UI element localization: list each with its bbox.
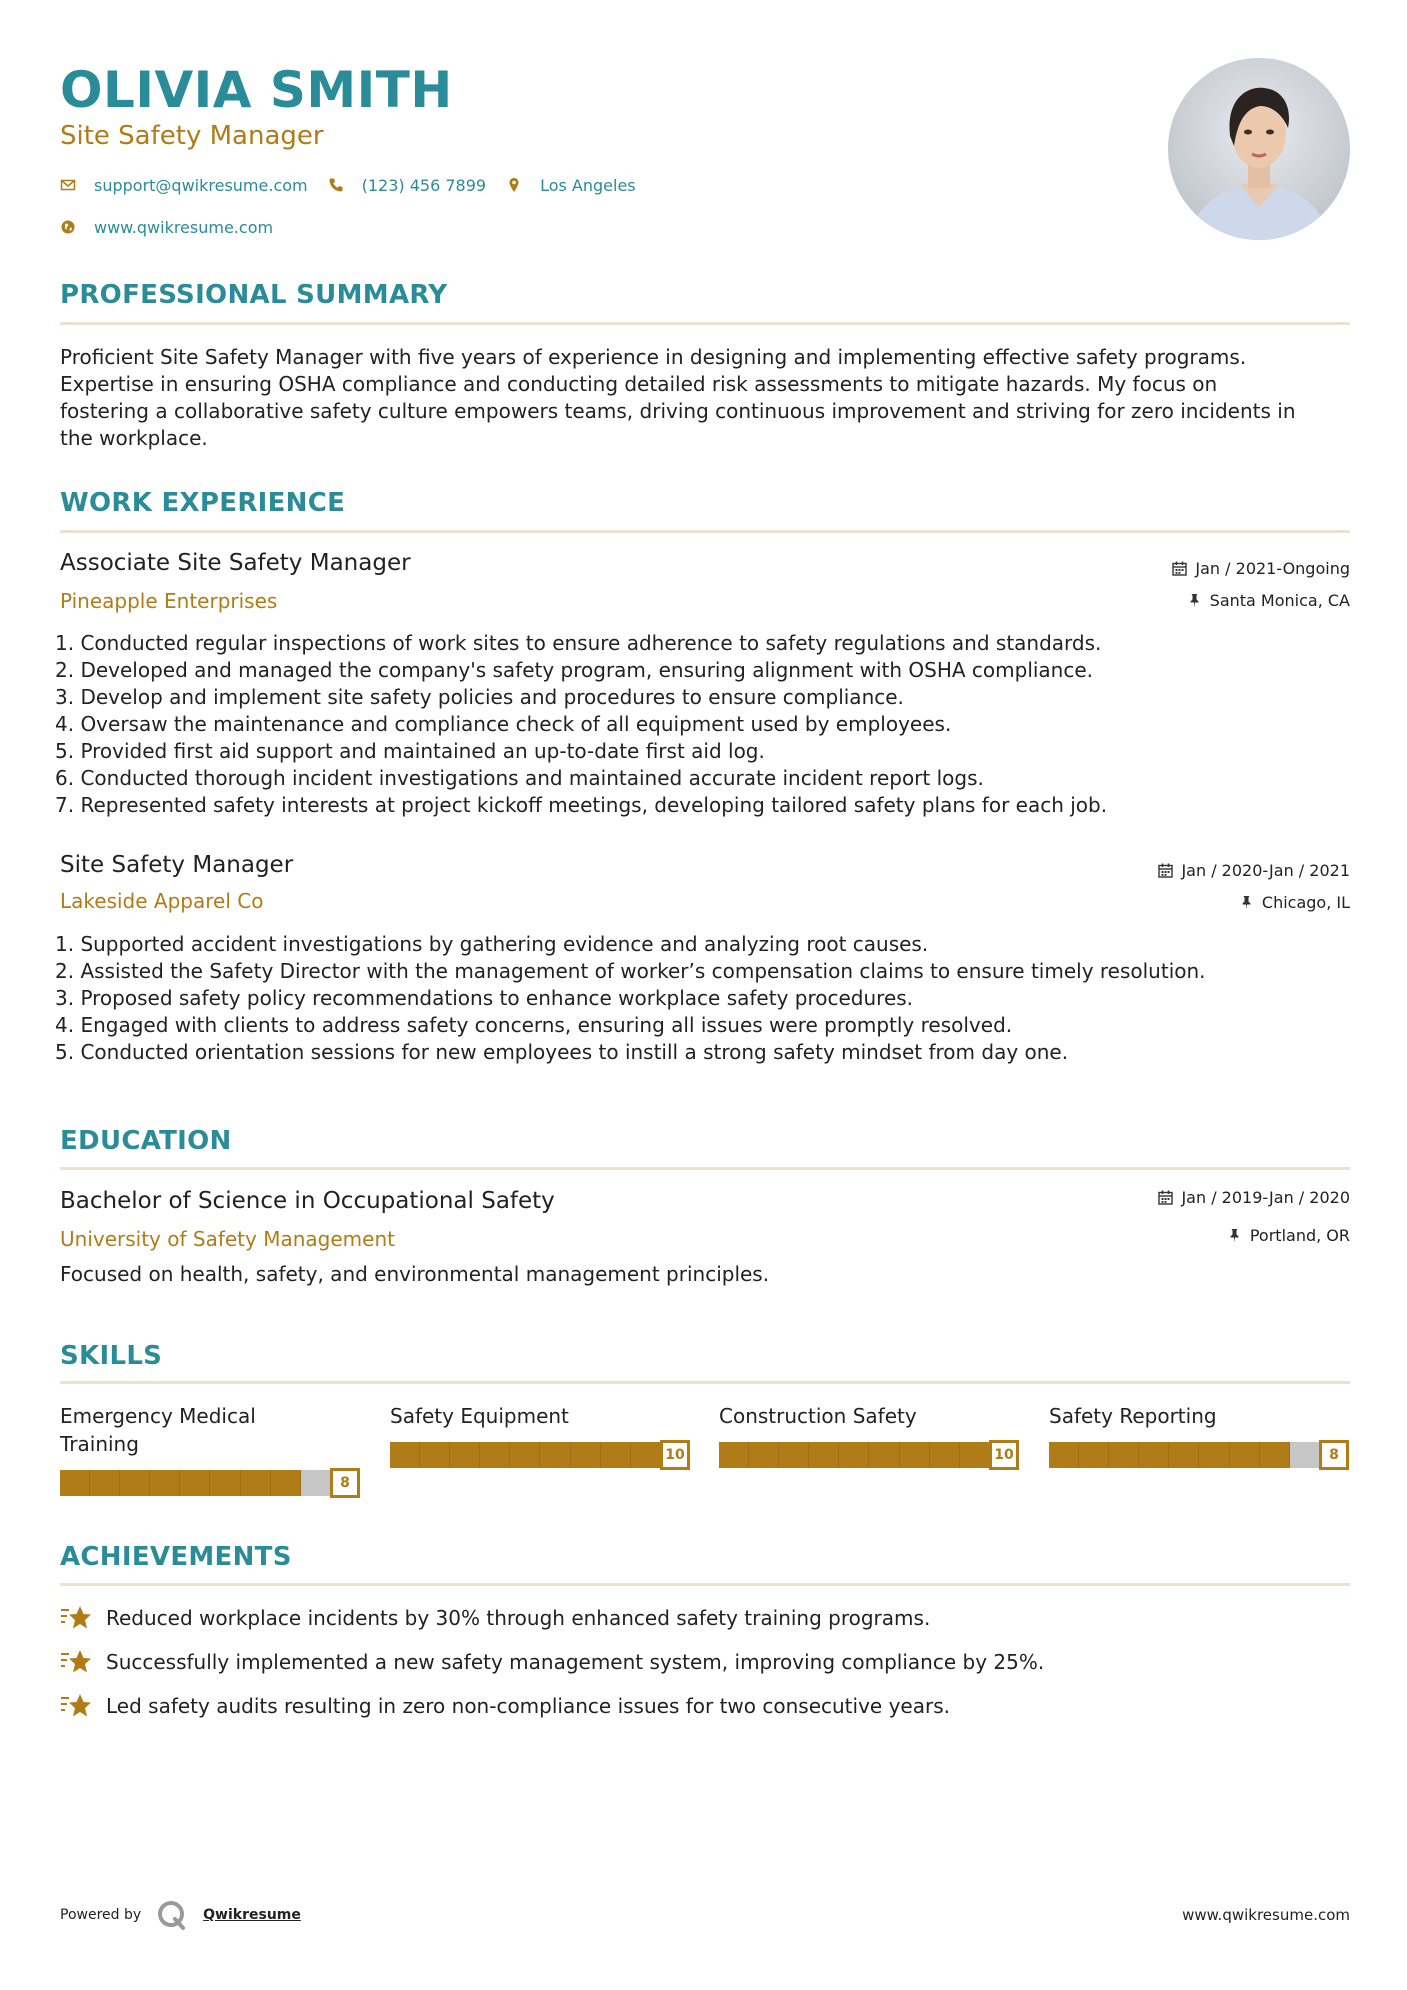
skill-bar-segment <box>510 1442 540 1468</box>
skill-bar-segment <box>1199 1442 1229 1468</box>
list-item: 1. Conducted regular inspections of work sites to ensure adherence to safety regulations and standards. <box>55 631 1102 655</box>
skill-name-line: Training <box>60 1432 139 1456</box>
skill-bar-segment <box>571 1442 601 1468</box>
job-dates <box>1172 559 1350 578</box>
summary-line: the workplace. <box>60 426 208 450</box>
skill-item <box>390 1402 690 1463</box>
skill-level-bar <box>1049 1440 1349 1470</box>
skill-name-line: Safety Reporting <box>1049 1404 1217 1428</box>
skill-bar-segment <box>1079 1442 1109 1468</box>
skill-bar-segment <box>1049 1442 1079 1468</box>
company-name: Pineapple Enterprises <box>60 589 278 613</box>
skill-bar-segment <box>960 1442 990 1468</box>
skill-level-bar <box>719 1440 1019 1470</box>
skill-level-badge: 8 <box>330 1468 360 1498</box>
job-responsibilities <box>55 931 1305 1066</box>
skill-bar-track <box>60 1470 360 1496</box>
job-location-text: Chicago, IL <box>1261 893 1350 912</box>
job-dates <box>1158 861 1350 880</box>
achievement-text: Successfully implemented a new safety management system, improving compliance by 25%. <box>106 1650 1045 1674</box>
skill-item <box>60 1402 360 1491</box>
pushpin-icon <box>1227 1228 1242 1243</box>
star-icon <box>60 1648 92 1676</box>
skill-bar-segment <box>241 1470 271 1496</box>
pushpin-icon <box>1187 593 1202 608</box>
list-item: 6. Conducted thorough incident investigations and maintained accurate incident report logs. <box>55 766 984 790</box>
skill-name <box>719 1402 1019 1430</box>
job-title: Site Safety Manager <box>60 852 294 878</box>
skill-bar-segment <box>1260 1442 1290 1468</box>
qwikresume-logo-icon <box>155 1898 189 1932</box>
list-item: 1. Supported accident investigations by gathering evidence and analyzing root causes. <box>55 932 929 956</box>
skill-bar-segment <box>1230 1442 1260 1468</box>
list-item: 3. Develop and implement site safety policies and procedures to ensure compliance. <box>55 685 904 709</box>
job-location-text: Santa Monica, CA <box>1209 591 1350 610</box>
location-text: Los Angeles <box>540 175 636 195</box>
skill-name-line: Construction Safety <box>719 1404 917 1428</box>
summary-line: Proficient Site Safety Manager with five years of experience in designing and implementing effective safety programs. <box>60 345 1247 369</box>
summary-line: Expertise in ensuring OSHA compliance and conducting detailed risk assessments to mitigate hazards. My focus on <box>60 372 1218 396</box>
skill-bar-segment <box>150 1470 180 1496</box>
skill-bar-segment <box>930 1442 960 1468</box>
pushpin-icon <box>1239 895 1254 910</box>
skill-bar-segment <box>601 1442 631 1468</box>
summary-line: fostering a collaborative safety culture empowers teams, driving continuous improvement and striving for zero incidents in <box>60 399 1296 423</box>
contact-info <box>60 172 656 240</box>
summary-text <box>60 344 1350 452</box>
skill-bar-segment <box>719 1442 749 1468</box>
job-location <box>1239 893 1350 912</box>
skill-level-badge: 10 <box>989 1440 1019 1470</box>
skill-bar-segment <box>631 1442 661 1468</box>
skill-bar-segment <box>301 1470 331 1496</box>
skill-bar-segment <box>60 1470 90 1496</box>
education-location-text: Portland, OR <box>1249 1226 1350 1245</box>
skill-bar-segment <box>480 1442 510 1468</box>
footer-branding <box>60 1898 301 1932</box>
footer-url[interactable]: www.qwikresume.com <box>1182 1906 1350 1924</box>
skill-bar-segment <box>869 1442 899 1468</box>
calendar-icon <box>1158 1190 1173 1205</box>
skill-bar-segment <box>271 1470 301 1496</box>
skill-bar-segment <box>120 1470 150 1496</box>
list-item: 5. Conducted orientation sessions for new employees to instill a strong safety mindset from day one. <box>55 1040 1069 1064</box>
achievement-item <box>60 1648 1044 1676</box>
skill-level-bar <box>60 1468 360 1498</box>
list-item: 7. Represented safety interests at project kickoff meetings, developing tailored safety plans for each job. <box>55 793 1108 817</box>
summary-heading: PROFESSIONAL SUMMARY <box>60 280 448 310</box>
phone-icon <box>328 177 344 193</box>
skills-heading: SKILLS <box>60 1341 163 1371</box>
star-icon <box>60 1604 92 1632</box>
skill-item <box>719 1402 1019 1463</box>
list-item: 3. Proposed safety policy recommendations to enhance workplace safety procedures. <box>55 986 914 1010</box>
section-divider <box>60 530 1350 533</box>
skill-level-bar <box>390 1440 690 1470</box>
achievement-text: Led safety audits resulting in zero non-compliance issues for two consecutive years. <box>106 1694 950 1718</box>
section-divider <box>60 1583 1350 1586</box>
skill-bar-segment <box>390 1442 420 1468</box>
skill-bar-segment <box>839 1442 869 1468</box>
section-divider <box>60 322 1350 325</box>
skill-bar-segment <box>180 1470 210 1496</box>
skill-item <box>1049 1402 1349 1463</box>
powered-by-label: Powered by <box>60 1907 142 1923</box>
website-link[interactable]: www.qwikresume.com <box>94 217 274 237</box>
skill-bar-segment <box>1109 1442 1139 1468</box>
list-item: 4. Engaged with clients to address safety concerns, ensuring all issues were promptly resolved. <box>55 1013 1013 1037</box>
achievement-text: Reduced workplace incidents by 30% through enhanced safety training programs. <box>106 1606 931 1630</box>
skill-bar-segment <box>1139 1442 1169 1468</box>
achievement-item <box>60 1692 950 1720</box>
skill-bar-segment <box>450 1442 480 1468</box>
skill-bar-segment <box>900 1442 930 1468</box>
calendar-icon <box>1172 561 1187 576</box>
skill-name-line: Emergency Medical <box>60 1404 256 1428</box>
star-icon <box>60 1692 92 1720</box>
skill-bar-track <box>390 1442 690 1468</box>
skill-bar-track <box>719 1442 1019 1468</box>
skill-name <box>60 1402 360 1458</box>
experience-heading: WORK EXPERIENCE <box>60 488 346 518</box>
skill-bar-segment <box>90 1470 120 1496</box>
list-item: 4. Oversaw the maintenance and compliance check of all equipment used by employees. <box>55 712 952 736</box>
envelope-icon <box>60 177 76 193</box>
calendar-icon <box>1158 863 1173 878</box>
map-pin-icon <box>506 177 522 193</box>
degree-title: Bachelor of Science in Occupational Safety <box>60 1188 555 1214</box>
school-name: University of Safety Management <box>60 1227 395 1251</box>
list-item: 2. Assisted the Safety Director with the management of worker’s compensation claims to ensure timely resolution. <box>55 959 1206 983</box>
job-location <box>1187 591 1350 610</box>
skill-bar-segment <box>779 1442 809 1468</box>
job-title: Associate Site Safety Manager <box>60 550 411 576</box>
education-heading: EDUCATION <box>60 1126 232 1156</box>
skill-name <box>390 1402 690 1430</box>
company-name: Lakeside Apparel Co <box>60 889 264 913</box>
skill-bar-segment <box>210 1470 240 1496</box>
achievements-heading: ACHIEVEMENTS <box>60 1542 292 1572</box>
list-item: 2. Developed and managed the company's safety program, ensuring alignment with OSHA compliance. <box>55 658 1094 682</box>
globe-icon <box>60 219 76 235</box>
education-dates-text: Jan / 2019-Jan / 2020 <box>1181 1188 1350 1207</box>
skill-bar-segment <box>809 1442 839 1468</box>
education-dates <box>1158 1188 1350 1207</box>
list-item: 5. Provided first aid support and maintained an up-to-date first aid log. <box>55 739 765 763</box>
section-divider <box>60 1167 1350 1170</box>
brand-link[interactable]: Qwikresume <box>203 1907 301 1923</box>
job-dates-text: Jan / 2020-Jan / 2021 <box>1181 861 1350 880</box>
job-dates-text: Jan / 2021-Ongoing <box>1195 559 1350 578</box>
skill-bar-segment <box>420 1442 450 1468</box>
achievement-item <box>60 1604 930 1632</box>
skill-bar-segment <box>749 1442 779 1468</box>
email-link[interactable]: support@qwikresume.com <box>94 175 308 195</box>
education-description: Focused on health, safety, and environmental management principles. <box>60 1262 770 1286</box>
profile-photo <box>1168 58 1350 240</box>
skill-bar-segment <box>1290 1442 1320 1468</box>
candidate-role: Site Safety Manager <box>60 121 324 151</box>
skill-name <box>1049 1402 1349 1430</box>
education-location <box>1227 1226 1350 1245</box>
phone-number: (123) 456 7899 <box>361 175 487 195</box>
skill-level-badge: 8 <box>1319 1440 1349 1470</box>
section-divider <box>60 1381 1350 1384</box>
candidate-name: OLIVIA SMITH <box>60 61 453 119</box>
skill-bar-segment <box>1169 1442 1199 1468</box>
skill-bar-track <box>1049 1442 1349 1468</box>
skill-bar-segment <box>540 1442 570 1468</box>
skill-level-badge: 10 <box>660 1440 690 1470</box>
skill-name-line: Safety Equipment <box>390 1404 569 1428</box>
job-responsibilities <box>55 630 1305 819</box>
